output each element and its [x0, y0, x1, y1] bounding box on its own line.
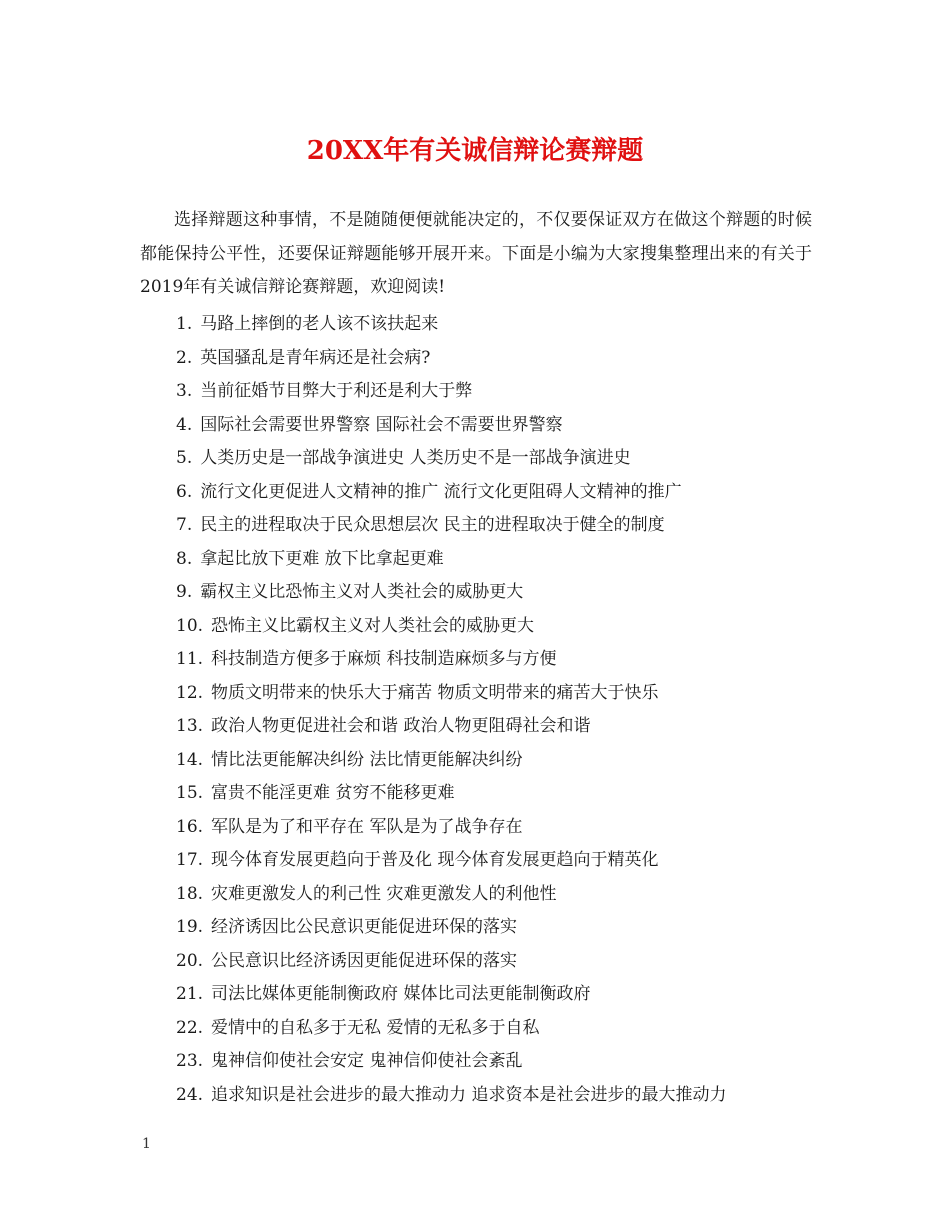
page-number: 1 — [142, 1136, 151, 1152]
list-item — [176, 409, 726, 443]
list-item — [176, 308, 726, 342]
list-item — [176, 677, 726, 711]
debate-topic-list — [176, 308, 726, 1112]
item-text: 民主的进程取决于民众思想层次 民主的进程取决于健全的制度 — [200, 515, 665, 535]
item-text: 人类历史是一部战争演进史 人类历史不是一部战争演进史 — [200, 448, 631, 468]
list-item — [176, 710, 726, 744]
item-number: 3. — [176, 381, 193, 401]
list-item — [176, 777, 726, 811]
item-text: 马路上摔倒的老人该不该扶起来 — [200, 314, 439, 334]
item-text: 公民意识比经济诱因更能促进环保的落实 — [211, 950, 518, 971]
item-text: 物质文明带来的快乐大于痛苦 物质文明带来的痛苦大于快乐 — [211, 682, 659, 703]
item-text: 流行文化更促进人文精神的推广 流行文化更阻碍人文精神的推广 — [200, 481, 682, 502]
list-item — [176, 1045, 726, 1079]
item-number: 6. — [176, 481, 193, 502]
item-text: 科技制造方便多于麻烦 科技制造麻烦多与方便 — [211, 649, 557, 669]
item-number: 14. — [176, 749, 204, 770]
list-item — [176, 509, 726, 543]
item-text: 鬼神信仰使社会安定 鬼神信仰使社会紊乱 — [211, 1051, 523, 1071]
item-number: 17. — [176, 850, 204, 870]
item-text: 英国骚乱是青年病还是社会病? — [200, 347, 431, 368]
list-item — [176, 978, 726, 1012]
item-number: 20. — [176, 950, 204, 971]
item-text: 恐怖主义比霸权主义对人类社会的威胁更大 — [211, 615, 535, 636]
item-number: 23. — [176, 1051, 204, 1071]
item-text: 当前征婚节目弊大于利还是利大于弊 — [200, 381, 473, 401]
list-item — [176, 375, 726, 409]
list-item — [176, 811, 726, 845]
item-number: 7. — [176, 515, 193, 535]
item-number: 19. — [176, 917, 204, 937]
item-text: 国际社会需要世界警察 国际社会不需要世界警察 — [200, 414, 563, 435]
list-item — [176, 543, 726, 577]
item-text: 现今体育发展更趋向于普及化 现今体育发展更趋向于精英化 — [211, 850, 659, 870]
item-number: 10. — [176, 615, 204, 636]
intro-paragraph: 选择辩题这种事情，不是随随便便就能决定的，不仅要保证双方在做这个辩题的时候都能保持公平性，还要保证辩题能够开展开来。下面是小编为大家搜集整理出来的有关于2019年有关诚信辩论赛辩题，欢迎阅读! — [140, 210, 812, 297]
page-title: 20XX年有关诚信辩论赛辩题 — [306, 136, 644, 166]
item-number: 11. — [176, 649, 204, 669]
list-item — [176, 442, 726, 476]
item-number: 1. — [176, 314, 193, 334]
item-number: 4. — [176, 414, 193, 435]
item-number: 2. — [176, 347, 193, 368]
item-number: 21. — [176, 984, 204, 1004]
item-text: 经济诱因比公民意识更能促进环保的落实 — [211, 917, 518, 937]
item-number: 5. — [176, 448, 193, 468]
item-number: 13. — [176, 716, 204, 736]
item-text: 情比法更能解决纠纷 法比情更能解决纠纷 — [211, 749, 523, 770]
item-number: 24. — [176, 1084, 204, 1105]
item-number: 16. — [176, 816, 204, 837]
list-item — [176, 643, 726, 677]
item-text: 司法比媒体更能制衡政府 媒体比司法更能制衡政府 — [211, 984, 591, 1004]
item-number: 18. — [176, 883, 204, 904]
list-item — [176, 911, 726, 945]
item-text: 富贵不能淫更难 贫穷不能移更难 — [211, 783, 455, 803]
list-item — [176, 878, 726, 912]
item-text: 军队是为了和平存在 军队是为了战争存在 — [211, 816, 523, 837]
list-item — [176, 1012, 726, 1046]
item-text: 政治人物更促进社会和谐 政治人物更阻碍社会和谐 — [211, 716, 591, 736]
item-text: 拿起比放下更难 放下比拿起更难 — [200, 548, 444, 569]
item-text: 霸权主义比恐怖主义对人类社会的威胁更大 — [200, 582, 524, 602]
item-text: 爱情中的自私多于无私 爱情的无私多于自私 — [211, 1017, 540, 1038]
item-number: 9. — [176, 582, 193, 602]
item-number: 12. — [176, 682, 204, 703]
item-number: 15. — [176, 783, 204, 803]
list-item — [176, 744, 726, 778]
item-number: 8. — [176, 548, 193, 569]
item-text: 追求知识是社会进步的最大推动力 追求资本是社会进步的最大推动力 — [211, 1084, 727, 1105]
list-item — [176, 342, 726, 376]
list-item — [176, 476, 726, 510]
item-text: 灾难更激发人的利己性 灾难更激发人的利他性 — [211, 883, 557, 904]
list-item — [176, 844, 726, 878]
list-item — [176, 610, 726, 644]
list-item — [176, 945, 726, 979]
list-item — [176, 576, 726, 610]
item-number: 22. — [176, 1017, 204, 1038]
list-item — [176, 1079, 726, 1113]
